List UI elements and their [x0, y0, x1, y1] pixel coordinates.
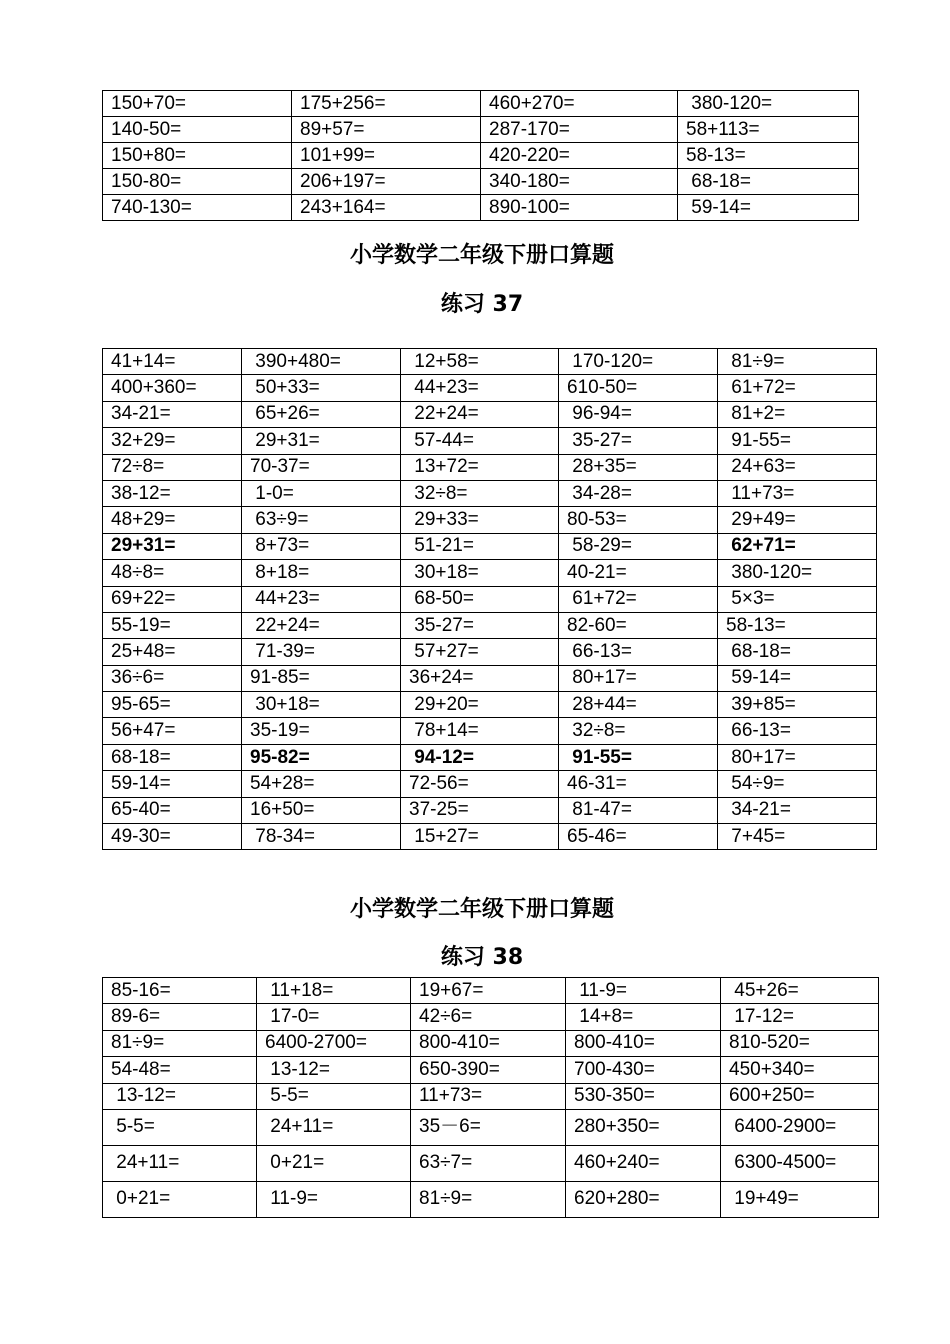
- exercise-cell: 5×3=: [718, 586, 877, 612]
- section-37-title: 小学数学二年级下册口算题: [349, 243, 614, 268]
- exercise-cell: 54÷9=: [718, 771, 877, 797]
- exercise-cell: 29+33=: [401, 507, 559, 533]
- exercise-cell: 34-21=: [718, 797, 877, 823]
- exercise-cell: 72÷8=: [103, 454, 242, 480]
- exercise-cell: 65+26=: [242, 401, 401, 427]
- practice-37-table: [102, 348, 877, 850]
- exercise-cell: 29+20=: [401, 692, 559, 718]
- exercise-cell: 460+270=: [481, 91, 678, 117]
- exercise-cell: 34-21=: [103, 401, 242, 427]
- table-row: [103, 1004, 879, 1030]
- exercise-cell: 58-13=: [718, 612, 877, 638]
- exercise-cell: 400+360=: [103, 375, 242, 401]
- table-row: [103, 91, 859, 117]
- exercise-cell: 12+58=: [401, 349, 559, 375]
- section-38-title: 小学数学二年级下册口算题: [349, 897, 614, 922]
- exercise-cell: 740-130=: [103, 195, 292, 221]
- exercise-cell: 13+72=: [401, 454, 559, 480]
- top-exercise-table: [102, 90, 859, 221]
- exercise-cell: 40-21=: [559, 560, 718, 586]
- table-row: [103, 1030, 879, 1056]
- exercise-cell: 65-46=: [559, 824, 718, 850]
- exercise-cell: 81÷9=: [103, 1030, 257, 1056]
- exercise-cell: 70-37=: [242, 454, 401, 480]
- exercise-cell: 420-220=: [481, 143, 678, 169]
- exercise-cell: 19+67=: [411, 978, 566, 1004]
- exercise-cell: 17-12=: [721, 1004, 879, 1030]
- table-row: [103, 771, 877, 797]
- table-row: [103, 718, 877, 744]
- exercise-cell: 800-410=: [411, 1030, 566, 1056]
- exercise-cell: 41+14=: [103, 349, 242, 375]
- exercise-cell: 42÷6=: [411, 1004, 566, 1030]
- exercise-cell: 58-29=: [559, 533, 718, 559]
- exercise-cell: 56+47=: [103, 718, 242, 744]
- exercise-cell: 16+50=: [242, 797, 401, 823]
- exercise-cell: 11+18=: [257, 978, 411, 1004]
- exercise-cell: 57+27=: [401, 639, 559, 665]
- exercise-cell: 50+33=: [242, 375, 401, 401]
- practice-38-table: [102, 977, 879, 1218]
- exercise-cell: 91-55=: [559, 744, 718, 770]
- table-row: [103, 1083, 879, 1109]
- table-row: [103, 143, 859, 169]
- exercise-cell: 59-14=: [103, 771, 242, 797]
- exercise-cell: 68-18=: [103, 744, 242, 770]
- exercise-cell: 94-12=: [401, 744, 559, 770]
- exercise-cell: 810-520=: [721, 1030, 879, 1056]
- exercise-cell: 82-60=: [559, 612, 718, 638]
- exercise-cell: 80+17=: [559, 665, 718, 691]
- exercise-cell: 66-13=: [559, 639, 718, 665]
- exercise-cell: 175+256=: [292, 91, 481, 117]
- exercise-cell: 28+44=: [559, 692, 718, 718]
- table-row: [103, 824, 877, 850]
- table-row: [103, 169, 859, 195]
- exercise-cell: 140-50=: [103, 117, 292, 143]
- section-38-practice-label: 练习 38: [440, 945, 524, 970]
- exercise-cell: 69+22=: [103, 586, 242, 612]
- exercise-cell: 5-5=: [103, 1109, 257, 1145]
- table-row: [103, 507, 877, 533]
- exercise-cell: 5-5=: [257, 1083, 411, 1109]
- exercise-cell: 22+24=: [401, 401, 559, 427]
- exercise-cell: 54+28=: [242, 771, 401, 797]
- exercise-cell: 44+23=: [401, 375, 559, 401]
- table-row: [103, 586, 877, 612]
- exercise-cell: 890-100=: [481, 195, 678, 221]
- exercise-cell: 59-14=: [678, 195, 859, 221]
- exercise-cell: 700-430=: [566, 1057, 721, 1083]
- exercise-cell: 62+71=: [718, 533, 877, 559]
- table-row: [103, 401, 877, 427]
- exercise-cell: 58+113=: [678, 117, 859, 143]
- exercise-cell: 29+31=: [242, 428, 401, 454]
- exercise-cell: 600+250=: [721, 1083, 879, 1109]
- exercise-cell: 24+11=: [257, 1109, 411, 1145]
- exercise-cell: 29+49=: [718, 507, 877, 533]
- exercise-cell: 95-82=: [242, 744, 401, 770]
- exercise-cell: 81÷9=: [718, 349, 877, 375]
- table-row: [103, 639, 877, 665]
- exercise-cell: 30+18=: [401, 560, 559, 586]
- exercise-cell: 35-27=: [559, 428, 718, 454]
- exercise-cell: 450+340=: [721, 1057, 879, 1083]
- exercise-cell: 11+73=: [411, 1083, 566, 1109]
- exercise-cell: 91-55=: [718, 428, 877, 454]
- table-row: [103, 533, 877, 559]
- exercise-cell: 38-12=: [103, 480, 242, 506]
- exercise-cell: 22+24=: [242, 612, 401, 638]
- exercise-cell: 63÷7=: [411, 1145, 566, 1181]
- exercise-cell: 24+11=: [103, 1145, 257, 1181]
- exercise-cell: 610-50=: [559, 375, 718, 401]
- exercise-cell: 72-56=: [401, 771, 559, 797]
- table-row: [103, 665, 877, 691]
- exercise-cell: 800-410=: [566, 1030, 721, 1056]
- exercise-cell: 340-180=: [481, 169, 678, 195]
- exercise-cell: 460+240=: [566, 1145, 721, 1181]
- table-row: [103, 692, 877, 718]
- table-row: [103, 1181, 879, 1217]
- table-row: [103, 117, 859, 143]
- exercise-cell: 0+21=: [257, 1145, 411, 1181]
- exercise-cell: 57-44=: [401, 428, 559, 454]
- table-row: [103, 1109, 879, 1145]
- exercise-cell: 380-120=: [718, 560, 877, 586]
- exercise-cell: 6400-2700=: [257, 1030, 411, 1056]
- exercise-cell: 35-27=: [401, 612, 559, 638]
- exercise-cell: 243+164=: [292, 195, 481, 221]
- exercise-cell: 58-13=: [678, 143, 859, 169]
- exercise-cell: 81+2=: [718, 401, 877, 427]
- exercise-cell: 78-34=: [242, 824, 401, 850]
- exercise-cell: 380-120=: [678, 91, 859, 117]
- exercise-cell: 95-65=: [103, 692, 242, 718]
- table-row: [103, 454, 877, 480]
- exercise-cell: 45+26=: [721, 978, 879, 1004]
- table-row: [103, 978, 879, 1004]
- exercise-cell: 78+14=: [401, 718, 559, 744]
- exercise-cell: 71-39=: [242, 639, 401, 665]
- exercise-cell: 36+24=: [401, 665, 559, 691]
- table-row: [103, 428, 877, 454]
- exercise-cell: 32÷8=: [401, 480, 559, 506]
- exercise-cell: 390+480=: [242, 349, 401, 375]
- exercise-cell: 59-14=: [718, 665, 877, 691]
- table-row: [103, 1145, 879, 1181]
- exercise-cell: 46-31=: [559, 771, 718, 797]
- table-row: [103, 744, 877, 770]
- exercise-cell: 30+18=: [242, 692, 401, 718]
- exercise-cell: 150+80=: [103, 143, 292, 169]
- exercise-cell: 68-50=: [401, 586, 559, 612]
- exercise-cell: 68-18=: [678, 169, 859, 195]
- exercise-cell: 89+57=: [292, 117, 481, 143]
- exercise-cell: 61+72=: [559, 586, 718, 612]
- exercise-cell: 89-6=: [103, 1004, 257, 1030]
- exercise-cell: 96-94=: [559, 401, 718, 427]
- exercise-cell: 101+99=: [292, 143, 481, 169]
- exercise-cell: 287-170=: [481, 117, 678, 143]
- exercise-cell: 32+29=: [103, 428, 242, 454]
- exercise-cell: 37-25=: [401, 797, 559, 823]
- table-row: [103, 612, 877, 638]
- exercise-cell: 6400-2900=: [721, 1109, 879, 1145]
- exercise-cell: 28+35=: [559, 454, 718, 480]
- exercise-cell: 17-0=: [257, 1004, 411, 1030]
- exercise-cell: 32÷8=: [559, 718, 718, 744]
- exercise-cell: 35-19=: [242, 718, 401, 744]
- table-row: [103, 195, 859, 221]
- exercise-cell: 1-0=: [242, 480, 401, 506]
- exercise-cell: 51-21=: [401, 533, 559, 559]
- exercise-cell: 25+48=: [103, 639, 242, 665]
- exercise-cell: 206+197=: [292, 169, 481, 195]
- exercise-cell: 7+45=: [718, 824, 877, 850]
- exercise-cell: 55-19=: [103, 612, 242, 638]
- exercise-cell: 80-53=: [559, 507, 718, 533]
- exercise-cell: 85-16=: [103, 978, 257, 1004]
- table-row: [103, 480, 877, 506]
- exercise-cell: 54-48=: [103, 1057, 257, 1083]
- exercise-cell: 24+63=: [718, 454, 877, 480]
- exercise-cell: 13-12=: [103, 1083, 257, 1109]
- exercise-cell: 36÷6=: [103, 665, 242, 691]
- exercise-cell: 49-30=: [103, 824, 242, 850]
- exercise-cell: 150-80=: [103, 169, 292, 195]
- exercise-cell: 80+17=: [718, 744, 877, 770]
- table-row: [103, 349, 877, 375]
- exercise-cell: 65-40=: [103, 797, 242, 823]
- table-row: [103, 1057, 879, 1083]
- exercise-cell: 81-47=: [559, 797, 718, 823]
- exercise-cell: 48÷8=: [103, 560, 242, 586]
- table-row: [103, 375, 877, 401]
- exercise-cell: 91-85=: [242, 665, 401, 691]
- exercise-cell: 8+73=: [242, 533, 401, 559]
- exercise-cell: 170-120=: [559, 349, 718, 375]
- exercise-cell: 35－6=: [411, 1109, 566, 1145]
- exercise-cell: 39+85=: [718, 692, 877, 718]
- exercise-cell: 650-390=: [411, 1057, 566, 1083]
- exercise-cell: 34-28=: [559, 480, 718, 506]
- exercise-cell: 63÷9=: [242, 507, 401, 533]
- exercise-cell: 8+18=: [242, 560, 401, 586]
- exercise-cell: 61+72=: [718, 375, 877, 401]
- exercise-cell: 81÷9=: [411, 1181, 566, 1217]
- exercise-cell: 48+29=: [103, 507, 242, 533]
- exercise-cell: 66-13=: [718, 718, 877, 744]
- exercise-cell: 11-9=: [257, 1181, 411, 1217]
- exercise-cell: 11+73=: [718, 480, 877, 506]
- exercise-cell: 0+21=: [103, 1181, 257, 1217]
- table-row: [103, 797, 877, 823]
- exercise-cell: 15+27=: [401, 824, 559, 850]
- exercise-cell: 6300-4500=: [721, 1145, 879, 1181]
- section-37-practice-label: 练习 37: [440, 292, 524, 317]
- exercise-cell: 280+350=: [566, 1109, 721, 1145]
- exercise-cell: 11-9=: [566, 978, 721, 1004]
- table-row: [103, 560, 877, 586]
- exercise-cell: 14+8=: [566, 1004, 721, 1030]
- exercise-cell: 13-12=: [257, 1057, 411, 1083]
- exercise-cell: 68-18=: [718, 639, 877, 665]
- exercise-cell: 530-350=: [566, 1083, 721, 1109]
- exercise-cell: 29+31=: [103, 533, 242, 559]
- exercise-cell: 620+280=: [566, 1181, 721, 1217]
- exercise-cell: 150+70=: [103, 91, 292, 117]
- exercise-cell: 44+23=: [242, 586, 401, 612]
- exercise-cell: 19+49=: [721, 1181, 879, 1217]
